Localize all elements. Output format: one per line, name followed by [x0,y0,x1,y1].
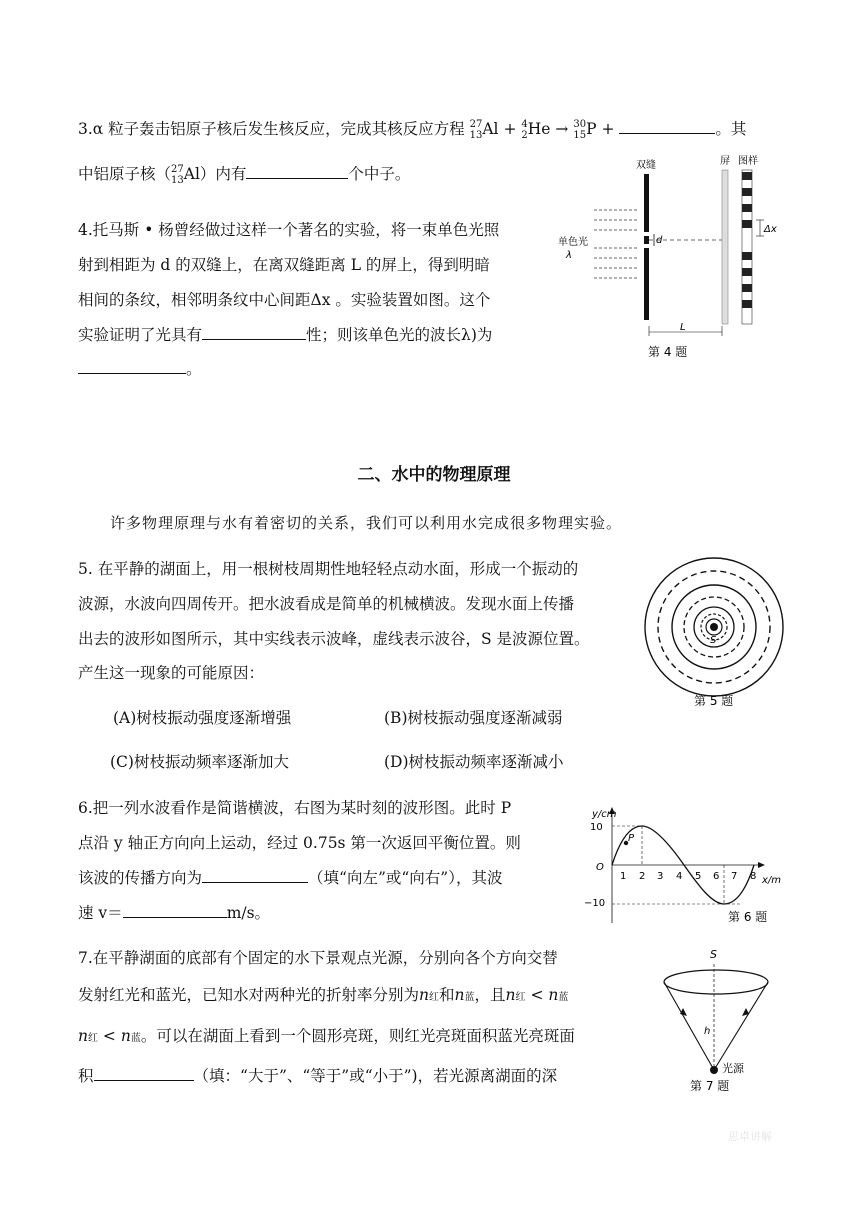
ytick-top: 10 [590,822,603,833]
cone-figure [650,942,800,1094]
q7-line4: 积 （填：“大于”、“等于”或“小于”)，若光源离湖面的深 [78,1067,558,1085]
al-nuclide-indices: 27 13 [469,119,483,141]
q3-line1: 3.α 粒子轰击铝原子核后发生核反应，完成其核反应方程 27 13Al + 4 2He → 30 15P + 。其 [78,119,747,141]
q5-option-c[interactable]: (C)树枝振动频率逐渐加大 [110,753,289,771]
x-ticks [620,871,756,882]
label-screen: 屏 [720,156,730,167]
label-S: S [710,948,717,961]
q6-blank-1[interactable] [202,868,308,883]
label-dx: Δx [764,224,777,235]
q3-blank-1[interactable] [619,119,715,134]
he-nuclide-indices: 4 2 [521,119,528,141]
xtick-1: 1 [620,871,627,882]
light-source [710,1066,718,1074]
slit-barrier-mid [644,236,649,244]
xtick-2: 2 [639,871,646,882]
label-h: h [704,1026,711,1037]
q6-line2: 点沿 y 轴正方向向上运动，经过 0.75s 第一次返回平衡位置。则 [78,834,521,852]
label-pattern: 图样 [738,156,758,167]
slit-barrier-top [644,174,649,232]
screen [722,170,728,324]
double-slit-figure [550,150,790,370]
y-label: y/cm [592,809,617,820]
label-light: 单色光 [558,237,588,248]
q5-line3: 出去的波形如图所示，其中实线表示波峰，虚线表示波谷，S 是波源位置。 [78,630,590,648]
xtick-3: 3 [657,871,664,882]
q3-line2: 中铝原子核（27 13Al）内有 个中子。 [78,164,411,186]
q5-option-a[interactable]: (A)树枝振动强度逐渐增强 [113,709,292,727]
q5-option-b[interactable]: (B)树枝振动强度逐渐减弱 [384,709,563,727]
fig4-caption: 第 4 题 [648,345,688,359]
fig6-caption: 第 6 题 [728,910,768,924]
q6-blank-2[interactable] [123,903,227,918]
q4-line3: 相间的条纹，相邻明条纹中心间距Δx 。实验装置如图。这个 [78,291,491,309]
q7-line2: 发射红光和蓝光，已知水对两种光的折射率分别为n红和n蓝，且n红 < n蓝 [78,986,569,1004]
label-S: S [710,635,717,646]
label-slits: 双缝 [636,160,656,171]
xtick-5: 5 [695,871,702,882]
q7-line1: 7.在平静湖面的底部有个固定的水下景观点光源，分别向各个方向交替 [78,949,558,967]
q7-line3: n红 < n蓝。可以在湖面上看到一个圆形亮斑，则红光亮斑面积蓝光亮斑面 [78,1027,575,1045]
fig7-caption: 第 7 题 [690,1079,730,1093]
section-intro: 许多物理原理与水有着密切的关系，我们可以利用水完成很多物理实验。 [110,514,623,532]
wave-graph-figure [582,805,782,930]
xtick-7: 7 [731,871,738,882]
q4-blank-2[interactable] [78,359,186,374]
q5-option-d[interactable]: (D)树枝振动频率逐渐减小 [384,753,564,771]
slit-barrier-bottom [644,248,649,320]
q4-line2: 射到相距为 d 的双缝上，在离双缝距离 L 的屏上，得到明暗 [78,256,490,274]
section-title: 二、水中的物理原理 [357,465,511,485]
q5-line4: 产生这一现象的可能原因： [78,664,265,682]
q7-blank-1[interactable] [94,1066,194,1081]
q4-line4: 实验证明了光具有 性；则该单色光的波长λ)为 [78,326,493,344]
q6-line3: 该波的传播方向为 （填“向左”或“向右”），其波 [78,869,503,887]
label-lambda: λ [566,250,572,261]
p-nuclide-indices: 30 15 [573,119,587,141]
q5-line2: 波源，水波向四周传开。把水波看成是简单的机械横波。发现水面上传播 [78,595,575,613]
al-nuclide-indices-2: 27 13 [171,164,184,186]
watermark: 思卓讲解 [728,1130,772,1143]
fig5-caption: 第 5 题 [694,694,734,708]
label-L: L [680,322,686,333]
x-label: x/m [762,875,782,886]
label-d: d [656,235,663,246]
label-P: P [628,833,635,844]
light-arrows [594,210,638,278]
xtick-6: 6 [713,871,720,882]
q4-blank-1[interactable] [202,325,306,340]
xtick-8: 8 [750,871,757,882]
label-source: 光源 [722,1062,744,1075]
q4-line1: 4.托马斯 • 杨曾经做过这样一个著名的实验，将一束单色光照 [78,221,500,239]
q6-line4: 速 v＝ m/s。 [78,904,271,922]
q3-blank-2[interactable] [246,164,348,179]
q4-line5: 。 [78,357,202,379]
xtick-4: 4 [676,871,683,882]
ytick-bottom: −10 [584,898,606,909]
q5-line1: 5. 在平静的湖面上，用一根树枝周期性地轻轻点动水面，形成一个振动的 [78,560,579,578]
q6-line1: 6.把一列水波看作是简谐横波，右图为某时刻的波形图。此时 P [78,799,512,817]
fringe-pattern [742,170,752,324]
wave-circles-figure [640,555,790,715]
origin-label: O [596,862,604,873]
